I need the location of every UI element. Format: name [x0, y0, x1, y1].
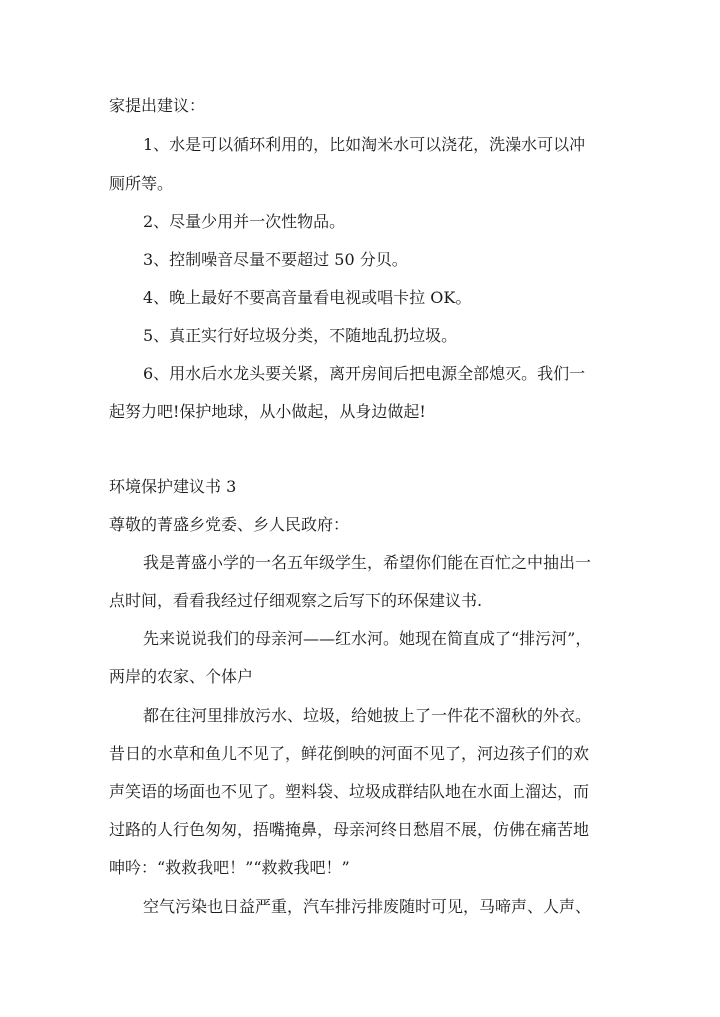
paragraph-3-line-1: 都在往河里排放污水、垃圾，给她披上了一件花不溜秋的外衣。 [143, 706, 592, 725]
paragraph-3-line-3: 声笑语的场面也不见了。塑料袋、垃圾成群结队地在水面上溜达，而 [109, 782, 590, 801]
paragraph-2-line-2: 两岸的农家、个体户 [109, 667, 254, 686]
paragraph-1-line-1: 我是菁盛小学的一名五年级学生，希望你们能在百忙之中抽出一 [143, 553, 592, 572]
suggestion-4: 4、晚上最好不要高音量看电视或唱卡拉 OK。 [143, 288, 472, 307]
paragraph-3-line-2: 昔日的水草和鱼儿不见了，鲜花倒映的河面不见了，河边孩子们的欢 [109, 744, 590, 763]
suggestion-1-line-1: 1、水是可以循环利用的，比如淘米水可以浇花，洗澡水可以冲 [143, 135, 586, 154]
suggestion-6-line-2: 起努力吧!保护地球，从小做起，从身边做起! [109, 402, 426, 421]
salutation: 尊敬的菁盛乡党委、乡人民政府： [109, 515, 350, 534]
suggestion-1-line-2: 厕所等。 [109, 174, 174, 193]
suggestion-6-line-1: 6、用水后水龙头要关紧，离开房间后把电源全部熄灭。我们一 [143, 364, 586, 383]
paragraph-4-line-1: 空气污染也日益严重，汽车排污排废随时可见，马啼声、人声、 [143, 897, 592, 916]
suggestion-2: 2、尽量少用并一次性物品。 [143, 212, 346, 231]
intro-line: 家提出建议： [109, 96, 206, 115]
paragraph-3-line-4: 过路的人行色匆匆，捂嘴掩鼻，母亲河终日愁眉不展，仿佛在痛苦地 [109, 820, 590, 839]
paragraph-3-line-5: 呻吟：“救救我吧！”“救救我吧！” [109, 858, 350, 877]
paragraph-1-line-2: 点时间，看看我经过仔细观察之后写下的环保建议书. [109, 591, 483, 610]
suggestion-3: 3、控制噪音尽量不要超过 50 分贝。 [143, 250, 408, 269]
suggestion-5: 5、真正实行好垃圾分类，不随地乱扔垃圾。 [143, 326, 458, 345]
paragraph-2-line-1: 先来说说我们的母亲河——红水河。她现在简直成了“排污河”， [143, 629, 592, 648]
section-title: 环境保护建议书 3 [109, 477, 237, 496]
